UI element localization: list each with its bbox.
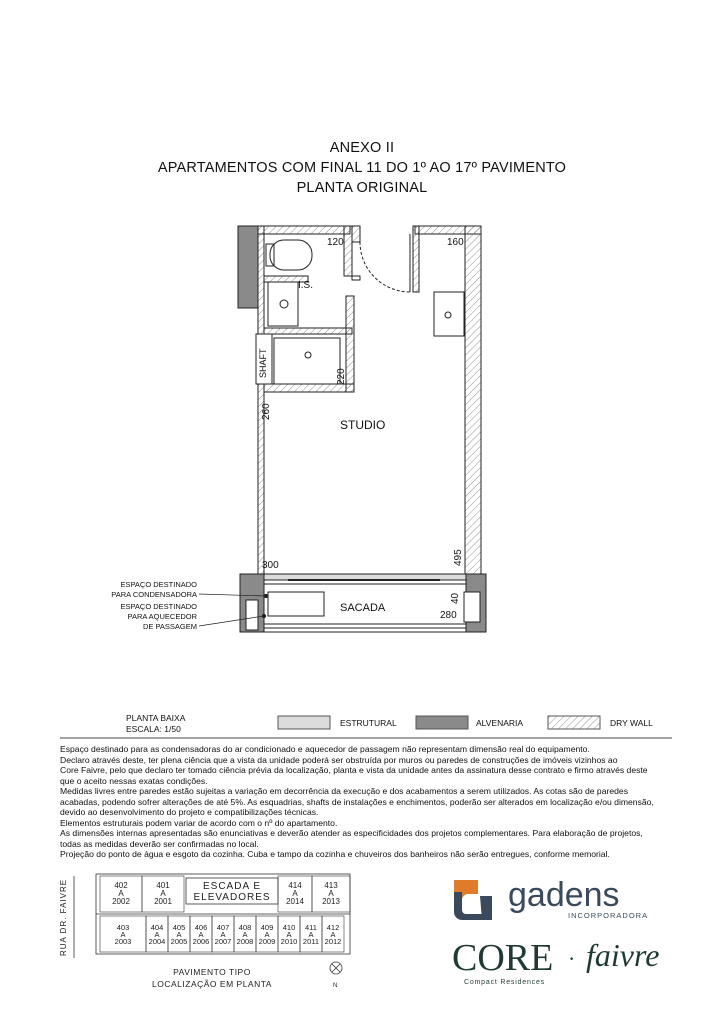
stair-label-1: ESCADA E (202, 881, 262, 892)
stair-elevator-core (186, 878, 278, 904)
unit-pair-number: 2014 (286, 897, 304, 906)
apartment-title: APARTAMENTOS COM FINAL 11 DO 1º AO 17º PAVIMENTO (157, 160, 567, 176)
unit-pair-number: 2005 (170, 937, 188, 946)
dimension-260: 260 (261, 403, 272, 420)
note-line: Elementos estruturais podem variar de acordo com o nº do apartamento. (60, 817, 338, 828)
unit-cell (146, 916, 168, 952)
bottom-units (100, 916, 344, 952)
note-line: acabadas, podendo sofrer alterações de até 5%. As esquadrias, shafts de instalações e enchimentos, poderão ser alterados em localização e/ou dimensão, (60, 796, 654, 807)
note-line: Medidas livres entre paredes estão sujeitas a variação em decorrência da execução e dos acabamentos a serem utilizados. As cotas são de paredes (60, 786, 628, 796)
bath-sink (268, 282, 298, 326)
north-label: N (333, 983, 338, 989)
legend-label-alvenaria: ALVENARIA (476, 718, 524, 728)
unit-number: 401 (156, 881, 170, 890)
unit-pair-number: 2004 (148, 937, 166, 946)
legend-swatch-drywall (548, 716, 600, 729)
core-dot: · (568, 946, 576, 971)
unit-separator: A (308, 930, 314, 939)
unit-cell (300, 916, 322, 952)
unit-number: 402 (114, 881, 128, 890)
unit-separator: A (160, 889, 166, 898)
unit-pair-number: 2010 (280, 937, 298, 946)
unit-cell (212, 916, 234, 952)
core-subtitle: Compact Residences (464, 979, 545, 986)
unit-pair-number: 2011 (302, 937, 320, 946)
top-units (100, 876, 350, 912)
unit-cell (168, 916, 190, 952)
annex-title: ANEXO II (329, 140, 395, 156)
note-line: Core Faivre, pelo que declaro ter tomado ciência prévia da localização, planta e vista da unidade antes da assinatura desse contrato e firmo através deste (60, 765, 648, 775)
note-line: Espaço destinado para as condensadoras do ar condicionado e aquecedor de passagem não representam dimensão real do equipamento. (60, 744, 590, 754)
unit-cell (312, 876, 350, 912)
street-label: RUA DR. FAIVRE (59, 878, 68, 956)
plan-title: PLANTA ORIGINAL (296, 180, 428, 196)
faivre-wordmark: faivre (586, 937, 660, 973)
unit-separator: A (198, 930, 204, 939)
dimension-120: 120 (327, 237, 344, 248)
unit-pair-number: 2006 (192, 937, 210, 946)
dimension-280: 280 (440, 610, 457, 621)
unit-cell (278, 876, 312, 912)
room-label-sacada: SACADA (340, 602, 386, 614)
condenser-space (268, 592, 324, 616)
callout-heater-line3: DE PASSAGEM (142, 622, 197, 631)
unit-number: 412 (326, 923, 340, 932)
unit-separator: A (264, 930, 270, 939)
unit-separator: A (242, 930, 248, 939)
kitchen-sink (434, 292, 464, 336)
callout-condenser-line1: ESPAÇO DESTINADO (120, 580, 197, 589)
note-line: devido ao desenvolvimento do projeto e compatibilizações técnicas. (60, 807, 319, 817)
toilet (270, 240, 312, 270)
note-line: As dimensões internas apresentadas são enunciativas e deverão atender as especificidades dos projetos complementares. Para elaboração de projetos, (60, 828, 643, 838)
unit-separator: A (220, 930, 226, 939)
unit-cell (234, 916, 256, 952)
legend-label-estrutural: ESTRUTURAL (340, 718, 397, 728)
unit-cell (322, 916, 344, 952)
unit-number: 411 (305, 923, 317, 932)
unit-number: 413 (324, 881, 338, 890)
dimension-495: 495 (453, 549, 464, 566)
stair-label-2: ELEVADORES (193, 892, 271, 903)
disclaimer-notes (60, 744, 700, 860)
location-caption-2: LOCALIZAÇÃO EM PLANTA (152, 979, 272, 989)
unit-pair-number: 2002 (112, 897, 130, 906)
unit-cell (190, 916, 212, 952)
note-line: todas as medidas deverão ser confirmadas no local. (60, 838, 259, 849)
location-caption-1: PAVIMENTO TIPO (173, 967, 251, 977)
shower (274, 338, 340, 384)
unit-pair-number: 2009 (258, 937, 276, 946)
drywall-top-bath (258, 226, 350, 234)
unit-number: 407 (216, 923, 230, 932)
unit-number: 404 (150, 923, 164, 932)
unit-pair-number: 2013 (322, 897, 340, 906)
dimension-300: 300 (262, 560, 279, 571)
note-line: que o aceito nessas exatas condições. (60, 775, 208, 786)
legend-label-drywall: DRY WALL (610, 718, 653, 728)
gadens-wordmark: gadens (508, 876, 620, 914)
core-wordmark: CORE (452, 937, 554, 979)
gadens-subtitle: INCORPORADORA (568, 911, 649, 920)
room-label-is: I.S. (298, 280, 314, 291)
unit-separator: A (330, 930, 336, 939)
unit-pair-number: 2008 (236, 937, 254, 946)
unit-pair-number: 2003 (114, 937, 132, 946)
brand-logos (450, 870, 672, 990)
drywall-bath-door (344, 226, 352, 276)
unit-pair-number: 2007 (214, 937, 232, 946)
unit-number: 408 (238, 923, 252, 932)
unit-cell (100, 876, 142, 912)
unit-pair-number: 2001 (154, 897, 172, 906)
drywall-right (465, 226, 481, 574)
legend-swatch-estrutural (278, 716, 330, 729)
unit-separator: A (286, 930, 292, 939)
unit-number: 414 (288, 881, 302, 890)
unit-pair-number: 2012 (324, 937, 342, 946)
unit-number: 406 (194, 923, 208, 932)
floor-outline (96, 874, 350, 954)
unit-cell (100, 916, 146, 952)
core-faivre-logo (452, 937, 659, 986)
unit-number: 405 (172, 923, 186, 932)
unit-separator: A (154, 930, 160, 939)
unit-number: 410 (282, 923, 296, 932)
legend-plan-type: PLANTA BAIXA (126, 713, 186, 723)
masonry-wall (238, 226, 258, 308)
unit-cell (142, 876, 184, 912)
dimension-160: 160 (447, 237, 464, 248)
dimension-40: 40 (450, 592, 461, 604)
unit-separator: A (120, 930, 126, 939)
unit-separator: A (176, 930, 182, 939)
legend-scale: ESCALA: 1/50 (126, 724, 181, 734)
note-line: Declaro através deste, ter plena ciência que a vista da unidade poderá ser obstruída por muros ou paredes de construções de imóveis vizinhos ao (60, 754, 618, 765)
drywall-left (258, 226, 264, 574)
north-arrow-icon (330, 962, 342, 974)
gadens-logo (454, 876, 648, 920)
room-label-studio: STUDIO (340, 418, 386, 432)
unit-separator: A (328, 889, 334, 898)
unit-cell (278, 916, 300, 952)
callout-heater-line1: ESPAÇO DESTINADO (120, 602, 197, 611)
legend-swatch-alvenaria (416, 716, 468, 729)
unit-number: 403 (116, 923, 130, 932)
unit-number: 409 (260, 923, 274, 932)
unit-cell (256, 916, 278, 952)
callout-condenser-line2: PARA CONDENSADORA (111, 590, 197, 599)
note-line: Projeção do ponto de água e esgoto da cozinha. Cuba e tampo da cozinha e chuveiros dos banheiros não serão entregues, conforme memorial. (60, 849, 610, 859)
room-label-shaft: SHAFT (258, 348, 268, 378)
callout-heater-line2: PARA AQUECEDOR (127, 612, 197, 621)
unit-separator: A (292, 889, 298, 898)
unit-separator: A (118, 889, 124, 898)
dimension-220: 220 (336, 368, 347, 385)
